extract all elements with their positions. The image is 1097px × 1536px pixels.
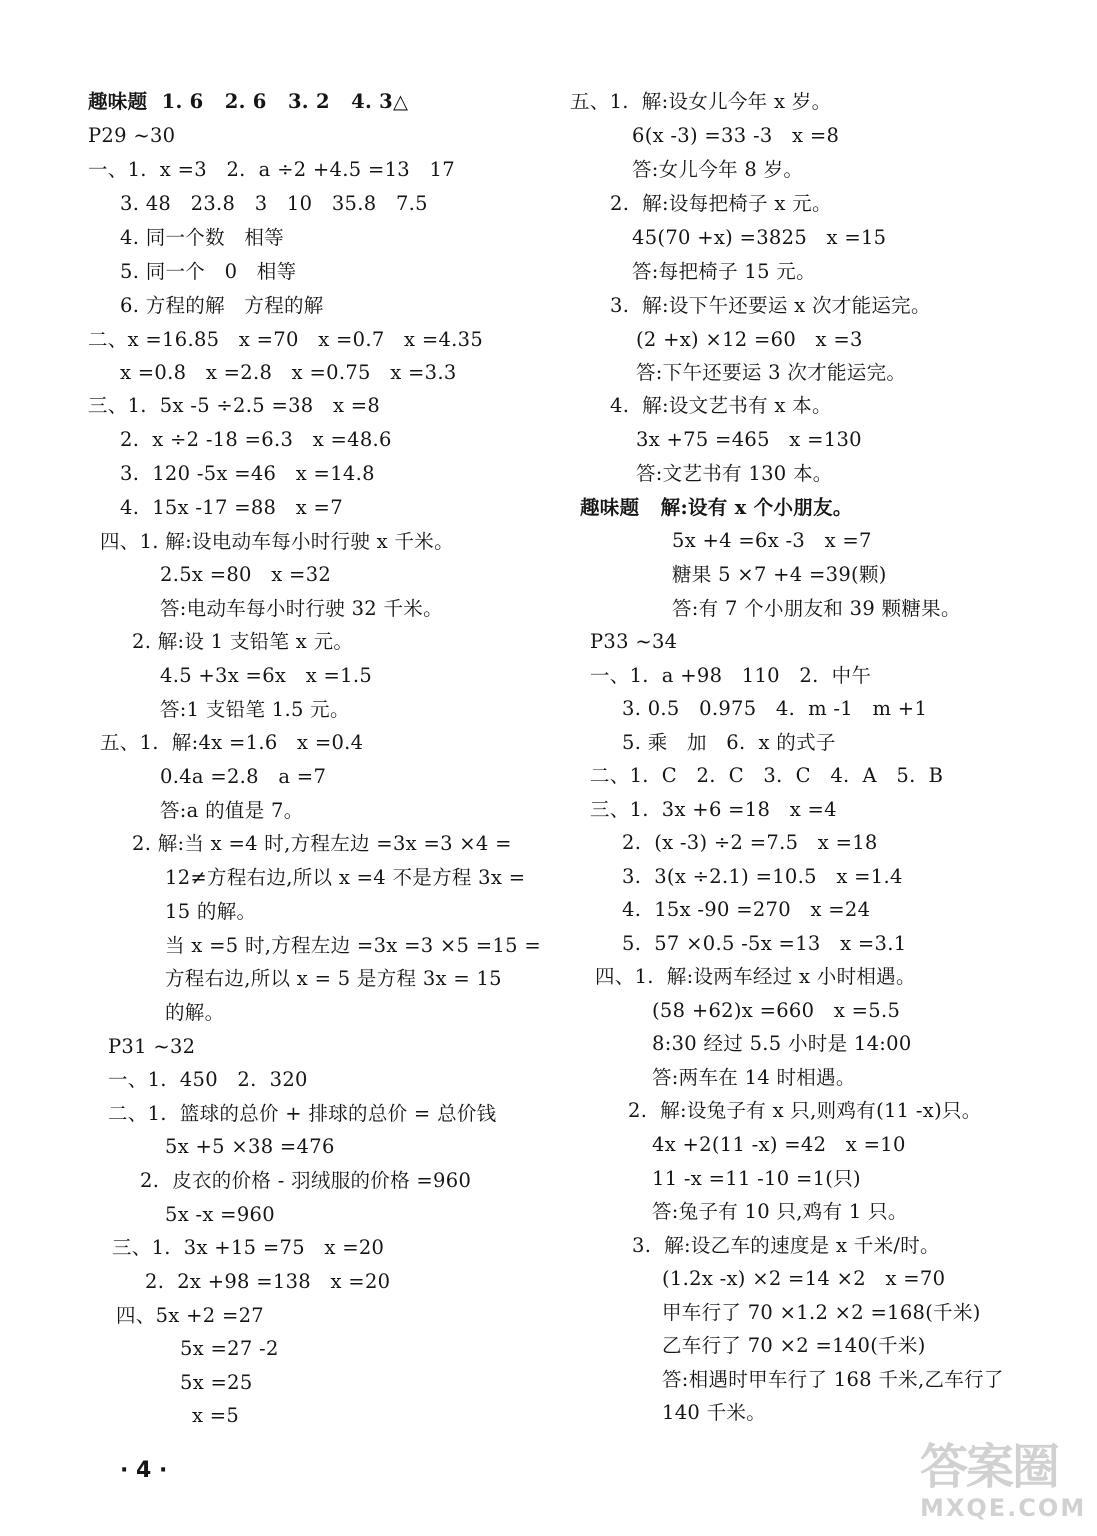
answer-line: 6. 方程的解 方程的解 [120, 294, 324, 317]
answer-line: 答:文艺书有 130 本。 [636, 462, 833, 485]
answer-line: 4. 解:设文艺书有 x 本。 [610, 394, 832, 417]
answer-line: 二、1. C 2. C 3. C 4. A 5. B [590, 764, 944, 787]
answer-line: 二、x =16.85 x =70 x =0.7 x =4.35 [88, 328, 484, 351]
answer-line: 3. 解:设乙车的速度是 x 千米/时。 [632, 1234, 940, 1257]
answer-line: 四、1. 解:设电动车每小时行驶 x 千米。 [100, 530, 454, 553]
answer-line: 2. 解:设 1 支铅笔 x 元。 [132, 630, 354, 653]
answer-line: 3. 0.5 0.975 4. m -1 m +1 [622, 697, 928, 720]
answer-line: 答:女儿今年 8 岁。 [632, 158, 804, 181]
answer-line: 答:下午还要运 3 次才能运完。 [636, 361, 907, 384]
answer-line: 3. 3(x ÷2.1) =10.5 x =1.4 [622, 865, 903, 888]
answer-line: 5x -x =960 [165, 1203, 275, 1226]
answer-line: 答:每把椅子 15 元。 [632, 260, 816, 283]
answer-line: 甲车行了 70 ×1.2 ×2 =168(千米) [662, 1301, 981, 1324]
answer-line: 4.5 +3x =6x x =1.5 [160, 664, 373, 687]
answer-line: 三、1. 5x -5 ÷2.5 =38 x =8 [88, 394, 381, 417]
answer-line: 一、1. 450 2. 320 [108, 1068, 308, 1091]
answer-line: 答:相遇时甲车行了 168 千米,乙车行了 [662, 1368, 1004, 1391]
answer-line: 3. 48 23.8 3 10 35.8 7.5 [120, 192, 428, 215]
answer-line: 5x =27 -2 [180, 1337, 279, 1360]
answer-line: 趣味题 解:设有 x 个小朋友。 [580, 496, 853, 519]
answer-line: 5x +4 =6x -3 x =7 [672, 529, 872, 552]
answer-line: 5x =25 [180, 1371, 253, 1394]
answer-line: 140 千米。 [662, 1401, 767, 1424]
answer-line: 2. 解:设每把椅子 x 元。 [610, 192, 832, 215]
answer-line: (2 +x) ×12 =60 x =3 [636, 328, 863, 351]
answer-line: 11 -x =11 -10 =1(只) [652, 1167, 861, 1190]
watermark-text: 答案圈 [920, 1439, 1059, 1495]
answer-line: 答:a 的值是 7。 [160, 799, 304, 822]
answer-line: 2. 解:设兔子有 x 只,则鸡有(11 -x)只。 [628, 1099, 982, 1122]
answer-line: (58 +62)x =660 x =5.5 [652, 999, 901, 1022]
answer-line: 2. 皮衣的价格 - 羽绒服的价格 =960 [140, 1169, 472, 1192]
answer-line: 趣味题 1. 6 2. 6 3. 2 4. 3△ [88, 90, 409, 113]
answer-line: 二、1. 篮球的总价 + 排球的总价 = 总价钱 [108, 1102, 497, 1125]
answer-line: x =5 [192, 1404, 240, 1427]
answer-line: 方程右边,所以 x = 5 是方程 3x = 15 [165, 967, 502, 990]
answer-line: 答:电动车每小时行驶 32 千米。 [160, 597, 443, 620]
answer-line: 答:1 支铅笔 1.5 元。 [160, 698, 350, 721]
answer-line: 一、1. a +98 110 2. 中午 [590, 664, 872, 687]
page-number: · 4 · [120, 1458, 168, 1483]
answer-line: 0.4a =2.8 a =7 [160, 765, 327, 788]
answer-line: P33 ~34 [590, 630, 678, 653]
answer-line: 4x +2(11 -x) =42 x =10 [652, 1133, 906, 1156]
answer-line: 答:有 7 个小朋友和 39 颗糖果。 [672, 597, 961, 620]
answer-line: 5x +5 ×38 =476 [165, 1135, 335, 1158]
answer-line: 当 x =5 时,方程左边 =3x =3 ×5 =15 = [165, 934, 541, 957]
answer-line: 3x +75 =465 x =130 [636, 428, 862, 451]
answer-line: 五、1. 解:设女儿今年 x 岁。 [570, 90, 832, 113]
answer-line: 12≠方程右边,所以 x =4 不是方程 3x = [165, 866, 526, 889]
answer-line: 3. 120 -5x =46 x =14.8 [120, 462, 375, 485]
answer-line: 5. 57 ×0.5 -5x =13 x =3.1 [622, 932, 907, 955]
answer-line: x =0.8 x =2.8 x =0.75 x =3.3 [120, 361, 457, 384]
answer-line: 四、1. 解:设两车经过 x 小时相遇。 [595, 965, 916, 988]
answer-line: 5. 乘 加 6. x 的式子 [622, 731, 836, 754]
answer-line: 答:兔子有 10 只,鸡有 1 只。 [652, 1200, 908, 1223]
answer-line: 3. 解:设下午还要运 x 次才能运完。 [610, 294, 931, 317]
answer-line: 四、5x +2 =27 [116, 1304, 264, 1327]
answer-line: 糖果 5 ×7 +4 =39(颗) [672, 563, 887, 586]
answer-line: 一、1. x =3 2. a ÷2 +4.5 =13 17 [88, 158, 455, 181]
answer-line: 15 的解。 [165, 900, 257, 923]
answer-line: 5. 同一个 0 相等 [120, 260, 297, 283]
answer-line: 2. 2x +98 =138 x =20 [145, 1270, 391, 1293]
answer-line: 4. 15x -90 =270 x =24 [622, 898, 871, 921]
answer-line: 8:30 经过 5.5 小时是 14:00 [652, 1032, 912, 1055]
answer-line: 45(70 +x) =3825 x =15 [632, 226, 887, 249]
answer-line: P31 ~32 [108, 1035, 196, 1058]
answer-line: 2. x ÷2 -18 =6.3 x =48.6 [120, 428, 392, 451]
answer-line: 三、1. 3x +6 =18 x =4 [590, 798, 837, 821]
answer-line: 2. (x -3) ÷2 =7.5 x =18 [622, 831, 878, 854]
answer-line: 6(x -3) =33 -3 x =8 [632, 124, 840, 147]
answer-line: P29 ~30 [88, 124, 176, 147]
watermark-url: MXQE.COM [920, 1494, 1087, 1522]
answer-line: 2. 解:当 x =4 时,方程左边 =3x =3 ×4 = [132, 832, 512, 855]
answer-line: 五、1. 解:4x =1.6 x =0.4 [100, 731, 364, 754]
watermark-logo [920, 1440, 1090, 1530]
answer-line: 三、1. 3x +15 =75 x =20 [112, 1236, 385, 1259]
answer-line: 答:两车在 14 时相遇。 [652, 1066, 856, 1089]
answer-line: 4. 15x -17 =88 x =7 [120, 496, 343, 519]
answer-line: 乙车行了 70 ×2 =140(千米) [662, 1334, 926, 1357]
answer-line: 的解。 [165, 1001, 225, 1024]
answer-line: 2.5x =80 x =32 [160, 563, 332, 586]
answer-line: 4. 同一个数 相等 [120, 226, 284, 249]
answer-line: (1.2x -x) ×2 =14 ×2 x =70 [662, 1267, 946, 1290]
